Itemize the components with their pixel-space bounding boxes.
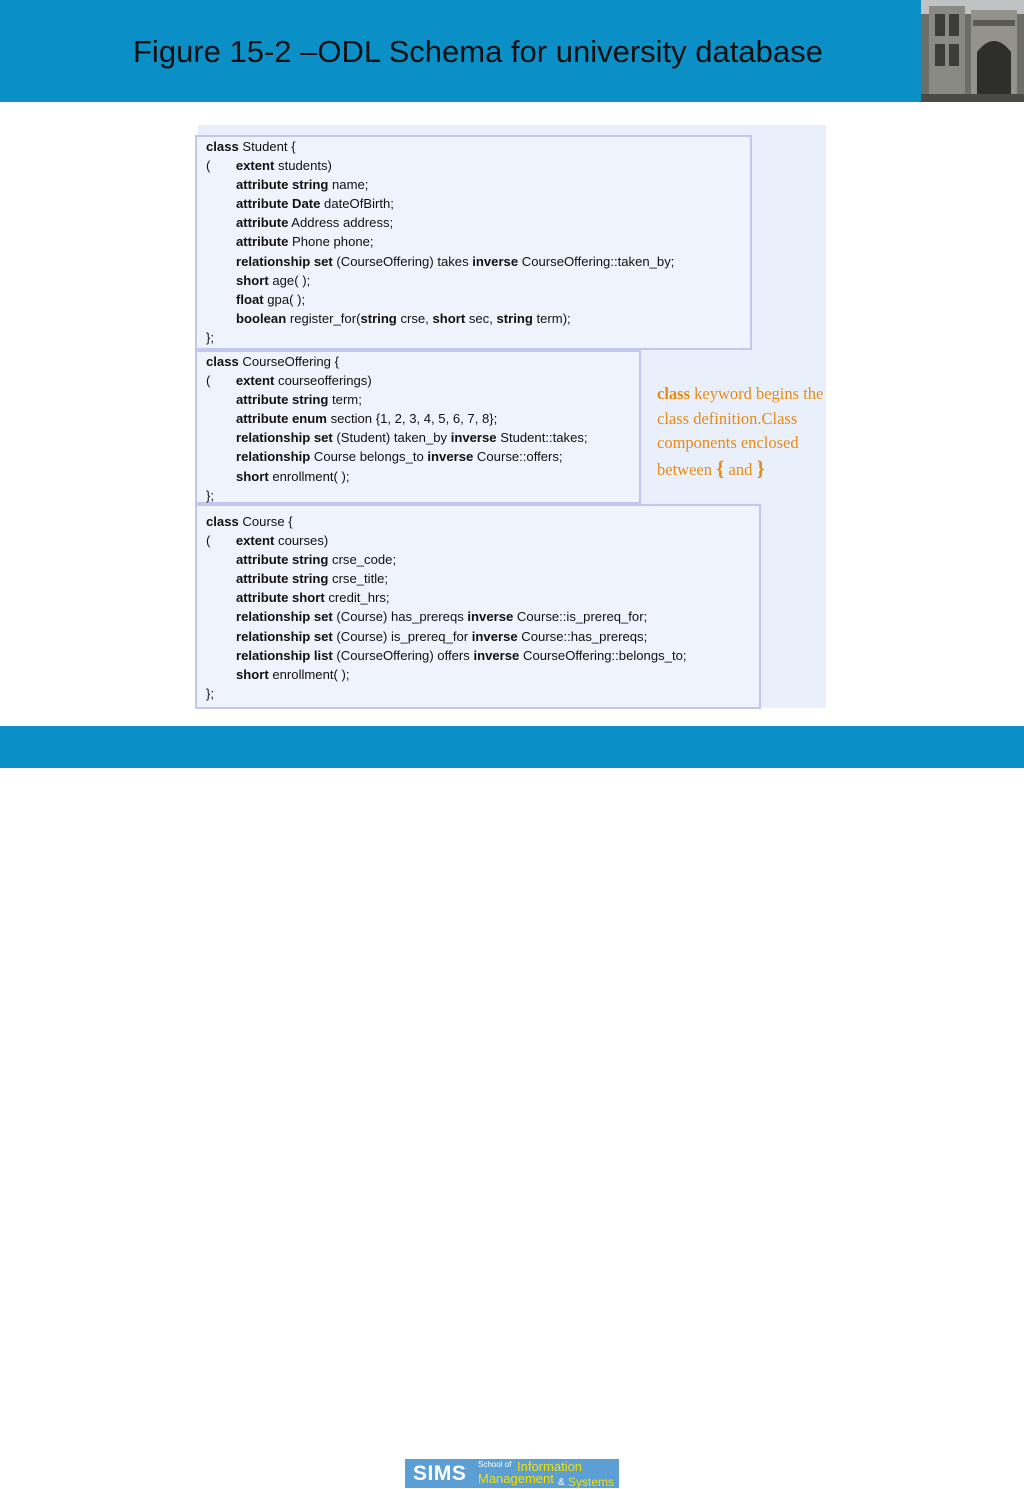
code-text: dateOfBirth; — [320, 196, 394, 212]
code-text: section {1, 2, 3, 4, 5, 6, 7, 8}; — [326, 411, 498, 427]
code-line — [206, 156, 750, 175]
code-text: Course belongs_to — [310, 449, 428, 465]
code-line — [206, 684, 759, 703]
note-keyword: class — [657, 384, 690, 403]
code-text: }; — [206, 329, 215, 345]
code-keyword: inverse — [450, 430, 497, 446]
code-text: }; — [206, 685, 215, 701]
code-text: (CourseOffering) offers — [332, 647, 474, 663]
code-text: CourseOffering::belongs_to; — [519, 647, 687, 663]
code-text: crse_title; — [328, 571, 389, 587]
code-keyword: relationship — [236, 449, 311, 465]
code-text: Course::has_prereqs; — [517, 628, 648, 644]
code-text: (Course) has_prereqs — [332, 609, 468, 625]
slide-header — [0, 0, 1024, 102]
code-keyword: class — [206, 354, 239, 369]
student-class-box — [195, 135, 752, 350]
code-line — [206, 309, 750, 328]
code-keyword: inverse — [427, 449, 474, 465]
code-line — [206, 646, 759, 665]
code-text: CourseOffering { — [238, 354, 339, 369]
code-keyword: extent — [235, 158, 275, 174]
code-line — [206, 588, 759, 607]
code-keyword: extent — [235, 373, 275, 389]
code-line — [206, 627, 759, 646]
code-keyword: inverse — [472, 253, 519, 269]
code-line — [206, 213, 750, 232]
code-line — [206, 607, 759, 626]
code-keyword: short — [236, 468, 269, 484]
code-line — [206, 467, 639, 486]
code-text: credit_hrs; — [324, 590, 390, 606]
code-text: Course::offers; — [473, 449, 563, 465]
code-text: (CourseOffering) takes — [332, 253, 473, 269]
code-text: CourseOffering::taken_by; — [518, 253, 675, 269]
code-line — [206, 328, 750, 347]
code-text: enrollment( ); — [268, 666, 350, 682]
code-line — [206, 175, 750, 194]
logo-amp: & — [558, 1477, 565, 1488]
code-keyword: attribute string — [236, 392, 329, 408]
code-line — [206, 371, 639, 390]
code-line — [206, 194, 750, 213]
code-line — [206, 550, 759, 569]
code-keyword: relationship list — [236, 647, 333, 663]
code-keyword: attribute enum — [236, 411, 327, 427]
code-line — [206, 271, 750, 290]
code-line — [206, 352, 639, 371]
code-line — [206, 252, 750, 271]
logo-school-of: School of — [478, 1460, 512, 1469]
code-text: Course { — [238, 514, 293, 529]
code-keyword: inverse — [467, 609, 514, 625]
note-text: keyword begins the class definition.Class components enclosed between — [657, 384, 824, 479]
code-text: term); — [532, 310, 571, 326]
logo-sims: SIMS — [413, 1462, 467, 1485]
code-text: Course::is_prereq_for; — [513, 609, 648, 625]
code-keyword: short — [432, 310, 466, 326]
open-brace: { — [716, 455, 725, 480]
code-text: enrollment( ); — [268, 468, 350, 484]
code-line — [206, 531, 759, 550]
code-text: name; — [328, 177, 369, 193]
code-text: term; — [328, 392, 362, 408]
code-text: ( — [206, 158, 236, 174]
code-text: Phone phone; — [288, 234, 374, 250]
code-text: (Student) taken_by — [332, 430, 451, 446]
code-line — [206, 409, 639, 428]
code-keyword: inverse — [471, 628, 518, 644]
code-keyword: attribute Date — [236, 196, 321, 212]
code-keyword: attribute short — [236, 590, 325, 606]
code-line — [206, 486, 639, 505]
logo-systems: Systems — [568, 1475, 615, 1489]
code-text: (Course) is_prereq_for — [332, 628, 472, 644]
code-keyword: class — [206, 514, 239, 529]
logo-information: Information — [517, 1459, 583, 1474]
code-keyword: attribute string — [236, 571, 329, 587]
code-text: courses) — [274, 533, 329, 549]
code-keyword: relationship set — [236, 609, 333, 625]
code-keyword: attribute string — [236, 177, 329, 193]
code-text: Student { — [238, 139, 296, 154]
code-text: age( ); — [268, 272, 311, 288]
code-text: crse, — [396, 310, 433, 326]
code-keyword: relationship set — [236, 628, 333, 644]
code-keyword: inverse — [473, 647, 520, 663]
code-keyword: class — [206, 139, 239, 154]
code-keyword: string — [360, 310, 397, 326]
logo-management: Management — [478, 1471, 554, 1486]
code-text: Address address; — [288, 215, 394, 231]
course-class-box — [195, 504, 761, 709]
slide-number: 2004.04.22 - SLIDE 31 — [827, 1466, 950, 1480]
code-line — [206, 665, 759, 684]
code-keyword: short — [236, 666, 269, 682]
code-text: }; — [206, 487, 215, 503]
code-line — [206, 232, 750, 251]
code-keyword: boolean — [236, 310, 287, 326]
sims-logo — [405, 1459, 619, 1488]
courseoffering-class-box — [195, 350, 641, 504]
code-text: Student::takes; — [496, 430, 588, 446]
code-text: gpa( ); — [263, 291, 306, 307]
code-line — [206, 137, 750, 156]
code-keyword: string — [496, 310, 533, 326]
close-brace: } — [756, 455, 765, 480]
code-keyword: relationship set — [236, 253, 333, 269]
code-text: ( — [206, 373, 236, 389]
code-keyword: extent — [235, 533, 275, 549]
code-text: sec, — [465, 310, 497, 326]
slide-footer — [0, 726, 1024, 1489]
code-keyword: attribute string — [236, 552, 329, 568]
note-and: and — [724, 459, 757, 479]
code-text: students) — [274, 158, 332, 174]
code-line — [206, 512, 759, 531]
building-photo — [921, 0, 1024, 102]
code-text: crse_code; — [328, 552, 397, 568]
code-text: ( — [206, 533, 236, 549]
code-line — [206, 390, 639, 409]
code-keyword: attribute — [236, 234, 289, 250]
course-label: IS 257 – Spring 2004 — [60, 1466, 177, 1480]
code-line — [206, 447, 639, 466]
code-line — [206, 290, 750, 309]
annotation-note — [657, 382, 837, 482]
code-keyword: short — [236, 272, 269, 288]
slide-title: Figure 15-2 –ODL Schema for university database — [133, 34, 823, 69]
code-line — [206, 569, 759, 588]
code-line — [206, 428, 639, 447]
code-keyword: attribute — [236, 215, 289, 231]
code-text: register_for( — [286, 310, 361, 326]
code-keyword: float — [236, 291, 264, 307]
code-keyword: relationship set — [236, 430, 333, 446]
code-text: courseofferings) — [274, 373, 372, 389]
